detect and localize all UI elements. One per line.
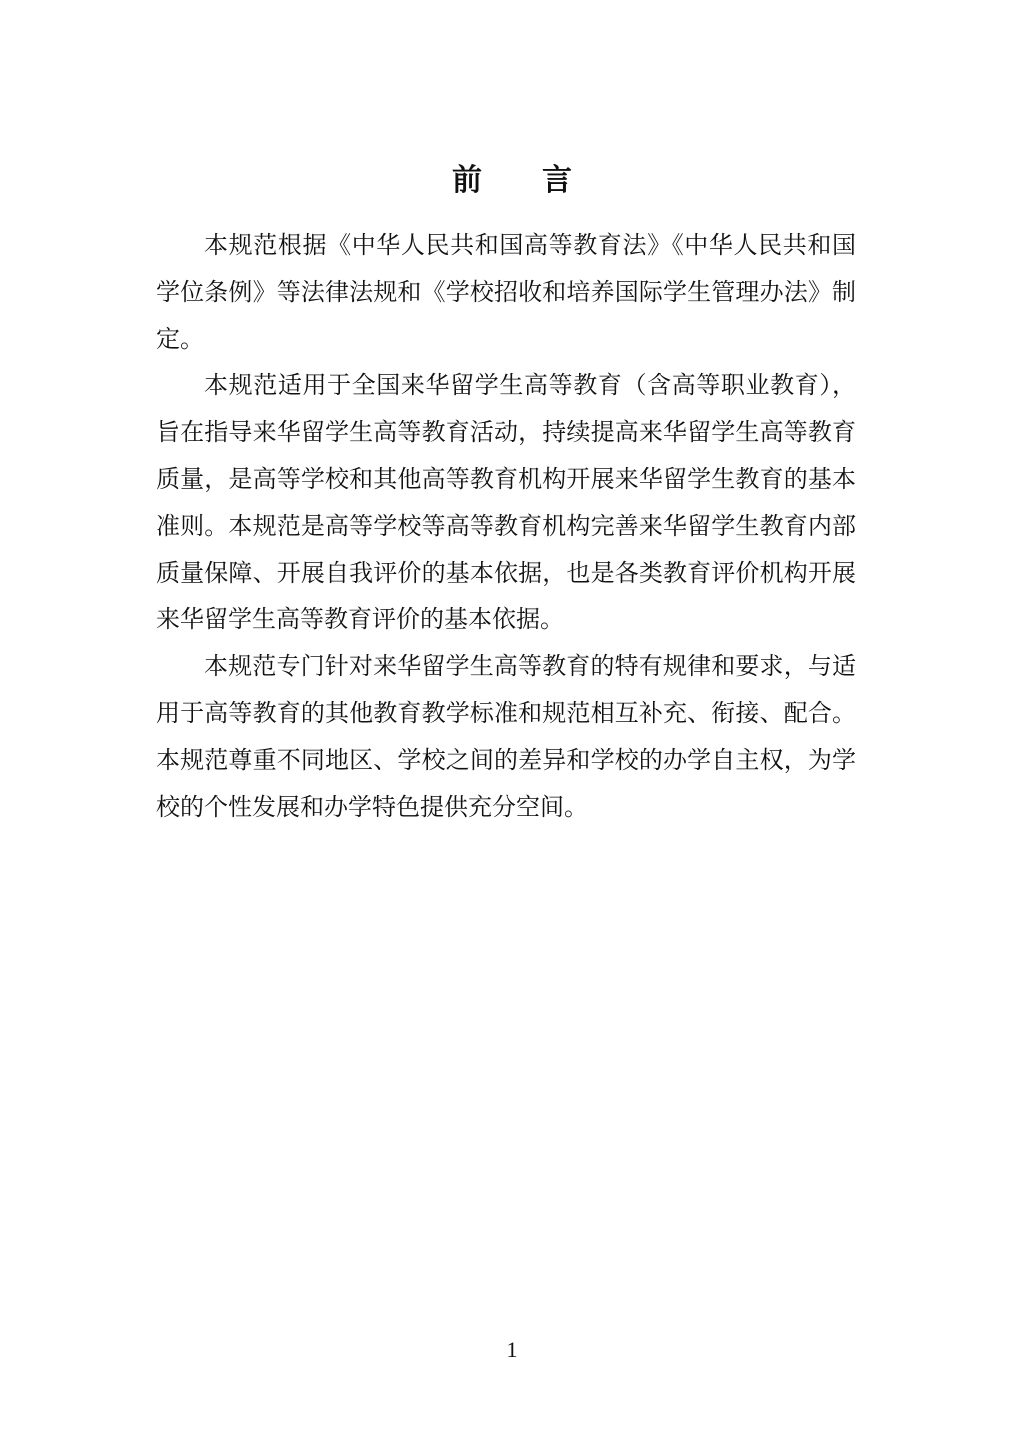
paragraph-basis: 本规范根据《中华人民共和国高等教育法》《中华人民共和国学位条例》等法律法规和《学校招收和培养国际学生管理办法》制定。	[156, 231, 856, 353]
page-number: 1	[506, 1337, 518, 1362]
body-text	[156, 222, 856, 830]
paragraph-scope: 本规范适用于全国来华留学生高等教育（含高等职业教育），旨在指导来华留学生高等教育活动，持续提高来华留学生高等教育质量，是高等学校和其他高等教育机构开展来华留学生教育的基本准则。本规范是高等学校等高等教育机构完善来华留学生教育内部质量保障、开展自我评价的基本依据，也是各类教育评价机构开展来华留学生高等教育评价的基本依据。	[156, 371, 856, 634]
page-title: 前言	[452, 163, 632, 198]
paragraph-complement: 本规范专门针对来华留学生高等教育的特有规律和要求，与适用于高等教育的其他教育教学标准和规范相互补充、衔接、配合。本规范尊重不同地区、学校之间的差异和学校的办学自主权，为学校的个性发展和办学特色提供充分空间。	[156, 652, 856, 821]
